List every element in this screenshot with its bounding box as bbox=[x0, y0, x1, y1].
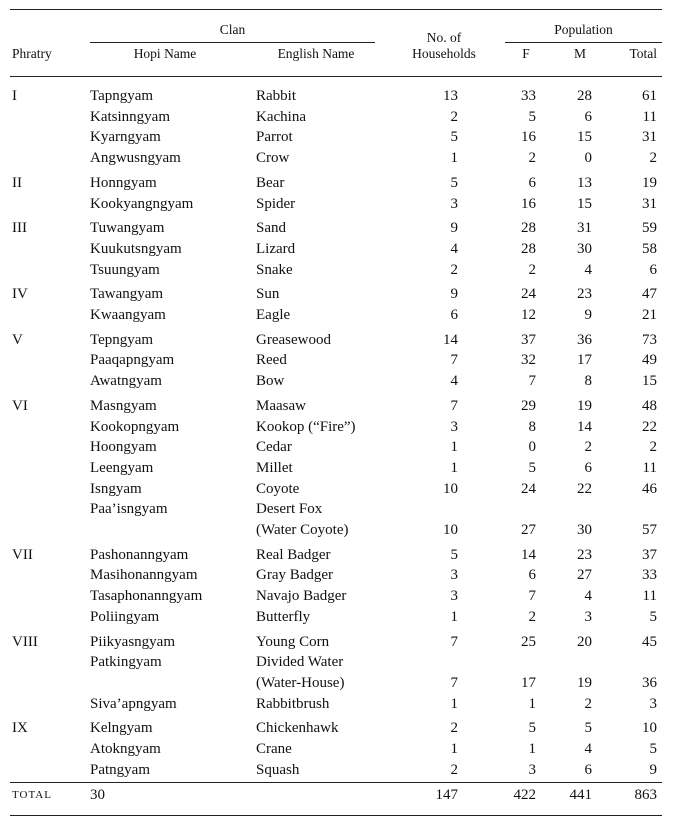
english-name-cell: Bear bbox=[256, 174, 285, 191]
female-cell: 5 bbox=[528, 720, 536, 737]
phratry-cell bbox=[12, 565, 72, 585]
phratry-cell: VI bbox=[12, 397, 28, 414]
hopi-name-cell: Poliingyam bbox=[90, 608, 160, 625]
female-cell: 7 bbox=[528, 373, 536, 390]
header-households-line1: No. of bbox=[426, 30, 462, 45]
total-cell: 73 bbox=[642, 331, 657, 348]
totals-female: 422 bbox=[513, 787, 536, 803]
totals-households: 147 bbox=[435, 787, 458, 803]
hopi-name-cell bbox=[90, 673, 250, 693]
phratry-cell: VII bbox=[12, 546, 33, 563]
phratry-cell bbox=[12, 652, 72, 672]
phratry-cell bbox=[12, 148, 72, 168]
female-cell: 2 bbox=[528, 608, 536, 625]
phratry-cell bbox=[12, 417, 72, 437]
total-cell: 33 bbox=[642, 567, 657, 584]
hopi-name-cell: Kookopngyam bbox=[90, 418, 180, 435]
female-cell: 27 bbox=[521, 522, 536, 538]
female-cell: 17 bbox=[521, 674, 536, 691]
male-cell: 20 bbox=[577, 633, 592, 650]
households-cell: 7 bbox=[450, 674, 458, 691]
clan-underline bbox=[90, 42, 375, 43]
households-cell: 4 bbox=[450, 373, 458, 390]
hopi-name-cell: Atokngyam bbox=[90, 741, 161, 757]
phratry-cell bbox=[12, 607, 72, 627]
households-cell: 2 bbox=[450, 761, 458, 778]
english-name-cell: Kookop (“Fire”) bbox=[256, 418, 356, 435]
totals-clans: 30 bbox=[90, 787, 105, 803]
hopi-name-cell: Tsuungyam bbox=[90, 261, 160, 278]
male-cell: 3 bbox=[584, 608, 592, 625]
english-name-cell: Squash bbox=[256, 761, 300, 778]
hopi-name-cell: Masihonanngyam bbox=[90, 567, 198, 584]
english-name-cell: Butterfly bbox=[256, 608, 311, 625]
total-cell: 45 bbox=[642, 633, 657, 650]
total-cell: 5 bbox=[649, 608, 657, 625]
totals-top-rule bbox=[10, 782, 662, 783]
female-cell: 24 bbox=[521, 480, 536, 497]
english-name-cell: Eagle bbox=[256, 307, 291, 323]
male-cell: 17 bbox=[577, 352, 592, 369]
phratry-cell bbox=[12, 437, 72, 457]
total-cell: 21 bbox=[642, 307, 657, 323]
table-bottom-rule bbox=[10, 815, 662, 816]
phratry-cell: II bbox=[12, 174, 22, 191]
phratry-cell bbox=[12, 305, 72, 325]
female-cell: 25 bbox=[521, 633, 536, 650]
hopi-name-cell: Paaqapngyam bbox=[90, 352, 175, 369]
phratry-cell: III bbox=[12, 220, 27, 237]
english-name-cell: Gray Badger bbox=[256, 567, 334, 584]
totals-label: TOTAL bbox=[12, 789, 52, 801]
hopi-name-cell bbox=[90, 520, 250, 540]
totals-total: 863 bbox=[634, 787, 657, 803]
total-cell: 3 bbox=[649, 695, 657, 712]
households-cell: 4 bbox=[450, 240, 458, 257]
phratry-cell: V bbox=[12, 331, 23, 348]
total-cell: 11 bbox=[642, 588, 657, 605]
total-cell: 59 bbox=[642, 220, 657, 237]
female-cell: 33 bbox=[521, 88, 536, 104]
header-hopi-name: Hopi Name bbox=[133, 46, 197, 61]
male-cell: 31 bbox=[577, 220, 592, 237]
female-cell: 16 bbox=[521, 129, 536, 146]
total-cell: 57 bbox=[642, 522, 657, 538]
households-cell: 6 bbox=[450, 307, 458, 323]
english-name-cell: Snake bbox=[256, 261, 293, 278]
households-cell: 2 bbox=[450, 108, 458, 125]
female-cell: 0 bbox=[528, 439, 536, 456]
total-cell: 47 bbox=[642, 286, 657, 303]
households-cell: 14 bbox=[443, 331, 458, 348]
english-name-cell: Reed bbox=[256, 352, 287, 369]
female-cell: 7 bbox=[528, 588, 536, 605]
english-name-cell: Divided Water bbox=[256, 654, 344, 671]
hopi-name-cell: Leengyam bbox=[90, 459, 154, 476]
hopi-name-cell: Isngyam bbox=[90, 480, 142, 497]
female-cell: 37 bbox=[521, 331, 536, 348]
female-cell: 32 bbox=[521, 352, 536, 369]
households-cell: 3 bbox=[450, 588, 458, 605]
phratry-cell bbox=[12, 239, 72, 259]
male-cell: 8 bbox=[584, 373, 592, 390]
english-name-cell: Millet bbox=[256, 459, 293, 476]
total-cell: 48 bbox=[642, 397, 657, 414]
hopi-name-cell: Masngyam bbox=[90, 397, 157, 414]
english-name-cell: Rabbitbrush bbox=[256, 695, 330, 712]
hopi-name-cell: Kookyangngyam bbox=[90, 195, 194, 212]
english-name-cell: Greasewood bbox=[256, 331, 331, 348]
total-cell: 37 bbox=[642, 546, 657, 563]
header-bottom-rule bbox=[10, 76, 662, 77]
male-cell: 27 bbox=[577, 567, 592, 584]
hopi-name-cell: Tawangyam bbox=[90, 286, 164, 303]
english-name-cell: Chickenhawk bbox=[256, 720, 339, 737]
households-cell: 1 bbox=[450, 608, 458, 625]
households-cell: 2 bbox=[450, 720, 458, 737]
hopi-name-cell: Tapngyam bbox=[90, 88, 154, 104]
female-cell: 1 bbox=[528, 695, 536, 712]
households-cell: 10 bbox=[443, 480, 458, 497]
male-cell: 2 bbox=[584, 695, 592, 712]
households-cell: 3 bbox=[450, 418, 458, 435]
female-cell: 16 bbox=[521, 195, 536, 212]
phratry-cell: VIII bbox=[12, 633, 38, 650]
phratry-cell bbox=[12, 350, 72, 370]
total-cell: 2 bbox=[649, 150, 657, 167]
total-cell: 15 bbox=[642, 373, 657, 390]
english-name-cell: Desert Fox bbox=[256, 501, 323, 518]
hopi-name-cell: Patngyam bbox=[90, 761, 150, 778]
header-clan: Clan bbox=[219, 22, 246, 37]
hopi-name-cell: Angwusngyam bbox=[90, 150, 181, 167]
hopi-name-cell: Piikyasngyam bbox=[90, 633, 175, 650]
english-name-cell: Young Corn bbox=[256, 633, 330, 650]
female-cell: 5 bbox=[528, 108, 536, 125]
header-male: M bbox=[573, 46, 586, 61]
total-cell: 61 bbox=[642, 88, 657, 104]
male-cell: 30 bbox=[577, 522, 592, 538]
total-cell: 49 bbox=[642, 352, 657, 369]
households-cell: 9 bbox=[450, 286, 458, 303]
hopi-name-cell: Awatngyam bbox=[90, 373, 162, 390]
female-cell: 24 bbox=[521, 286, 536, 303]
male-cell: 4 bbox=[584, 261, 592, 278]
male-cell: 4 bbox=[584, 588, 592, 605]
english-name-cell: Sand bbox=[256, 220, 286, 237]
english-name-cell: Spider bbox=[256, 195, 296, 212]
english-name-cell: Sun bbox=[256, 286, 280, 303]
male-cell: 19 bbox=[577, 674, 592, 691]
female-cell: 2 bbox=[528, 261, 536, 278]
male-cell: 15 bbox=[577, 195, 592, 212]
female-cell: 8 bbox=[528, 418, 536, 435]
hopi-name-cell: Patkingyam bbox=[90, 654, 162, 671]
female-cell: 28 bbox=[521, 240, 536, 257]
households-cell: 5 bbox=[450, 546, 458, 563]
male-cell: 0 bbox=[584, 150, 592, 167]
households-cell: 13 bbox=[443, 88, 458, 104]
male-cell: 15 bbox=[577, 129, 592, 146]
households-cell: 1 bbox=[450, 439, 458, 456]
total-cell: 10 bbox=[642, 720, 657, 737]
english-name-cell: (Water Coyote) bbox=[256, 522, 349, 538]
male-cell: 4 bbox=[584, 741, 592, 757]
phratry-cell bbox=[12, 586, 72, 606]
total-cell: 36 bbox=[642, 674, 657, 691]
households-cell: 1 bbox=[450, 741, 458, 757]
phratry-cell bbox=[12, 127, 72, 147]
female-cell: 2 bbox=[528, 150, 536, 167]
households-cell: 1 bbox=[450, 695, 458, 712]
table-top-rule bbox=[10, 9, 662, 10]
households-cell: 5 bbox=[450, 174, 458, 191]
households-cell: 1 bbox=[450, 150, 458, 167]
header-population: Population bbox=[554, 22, 613, 37]
english-name-cell: Bow bbox=[256, 373, 285, 390]
english-name-cell: Coyote bbox=[256, 480, 300, 497]
households-cell: 3 bbox=[450, 195, 458, 212]
header-total: Total bbox=[629, 46, 657, 61]
female-cell: 14 bbox=[521, 546, 536, 563]
hopi-name-cell: Siva’apngyam bbox=[90, 695, 177, 712]
hopi-name-cell: Paa’isngyam bbox=[90, 501, 168, 518]
phratry-cell bbox=[12, 194, 72, 214]
phratry-cell: I bbox=[12, 88, 17, 104]
female-cell: 29 bbox=[521, 397, 536, 414]
phratry-cell: IV bbox=[12, 286, 28, 303]
english-name-cell: Real Badger bbox=[256, 546, 331, 563]
male-cell: 30 bbox=[577, 240, 592, 257]
english-name-cell: Parrot bbox=[256, 129, 293, 146]
english-name-cell: Crane bbox=[256, 741, 292, 757]
phratry-cell bbox=[12, 694, 72, 714]
phratry-cell bbox=[12, 479, 72, 499]
hopi-name-cell: Kelngyam bbox=[90, 720, 153, 737]
english-name-cell: Maasaw bbox=[256, 397, 306, 414]
female-cell: 5 bbox=[528, 459, 536, 476]
total-cell: 58 bbox=[642, 240, 657, 257]
male-cell: 9 bbox=[584, 307, 592, 323]
male-cell: 19 bbox=[577, 397, 592, 414]
english-name-cell: Crow bbox=[256, 150, 290, 167]
male-cell: 13 bbox=[577, 174, 592, 191]
hopi-name-cell: Pashonanngyam bbox=[90, 546, 189, 563]
households-cell: 9 bbox=[450, 220, 458, 237]
total-cell: 9 bbox=[649, 761, 657, 778]
hopi-name-cell: Kyarngyam bbox=[90, 129, 161, 146]
english-name-cell: (Water-House) bbox=[256, 674, 345, 691]
hopi-name-cell: Tasaphonanngyam bbox=[90, 588, 203, 605]
english-name-cell: Lizard bbox=[256, 240, 296, 257]
female-cell: 28 bbox=[521, 220, 536, 237]
households-cell: 10 bbox=[443, 522, 458, 538]
male-cell: 28 bbox=[577, 88, 592, 104]
male-cell: 6 bbox=[584, 459, 592, 476]
male-cell: 6 bbox=[584, 108, 592, 125]
female-cell: 1 bbox=[528, 741, 536, 757]
hopi-name-cell: Katsinngyam bbox=[90, 108, 170, 125]
households-cell: 7 bbox=[450, 352, 458, 369]
total-cell: 11 bbox=[642, 459, 657, 476]
male-cell: 6 bbox=[584, 761, 592, 778]
header-female: F bbox=[522, 46, 530, 61]
phratry-cell bbox=[12, 458, 72, 478]
total-cell: 31 bbox=[642, 129, 657, 146]
phratry-cell: IX bbox=[12, 720, 28, 737]
male-cell: 5 bbox=[584, 720, 592, 737]
population-underline bbox=[505, 42, 662, 43]
hopi-name-cell: Tepngyam bbox=[90, 331, 154, 348]
hopi-name-cell: Kuukutsngyam bbox=[90, 240, 182, 257]
female-cell: 6 bbox=[528, 567, 536, 584]
households-cell: 7 bbox=[450, 397, 458, 414]
totals-male: 441 bbox=[569, 787, 592, 803]
male-cell: 23 bbox=[577, 286, 592, 303]
header-english-name: English Name bbox=[277, 46, 355, 61]
total-cell: 19 bbox=[642, 174, 657, 191]
phratry-cell bbox=[12, 371, 72, 391]
total-cell: 5 bbox=[649, 741, 657, 757]
male-cell: 22 bbox=[577, 480, 592, 497]
households-cell: 2 bbox=[450, 261, 458, 278]
total-cell: 22 bbox=[642, 418, 657, 435]
female-cell: 3 bbox=[528, 761, 536, 778]
female-cell: 12 bbox=[521, 307, 536, 323]
female-cell: 6 bbox=[528, 174, 536, 191]
households-cell: 5 bbox=[450, 129, 458, 146]
english-name-cell: Cedar bbox=[256, 439, 292, 456]
total-cell: 6 bbox=[649, 261, 657, 278]
phratry-cell bbox=[12, 107, 72, 127]
english-name-cell: Navajo Badger bbox=[256, 588, 347, 605]
hopi-name-cell: Honngyam bbox=[90, 174, 157, 191]
male-cell: 36 bbox=[577, 331, 592, 348]
english-name-cell: Rabbit bbox=[256, 88, 296, 104]
male-cell: 14 bbox=[577, 418, 592, 435]
hopi-name-cell: Tuwangyam bbox=[90, 220, 165, 237]
total-cell: 46 bbox=[642, 480, 657, 497]
phratry-cell bbox=[12, 499, 72, 519]
phratry-cell bbox=[12, 260, 72, 280]
households-cell: 3 bbox=[450, 567, 458, 584]
hopi-name-cell: Hoongyam bbox=[90, 439, 157, 456]
phratry-cell bbox=[12, 760, 72, 780]
phratry-cell bbox=[12, 739, 72, 759]
header-phratry: Phratry bbox=[12, 46, 52, 61]
english-name-cell: Kachina bbox=[256, 108, 306, 125]
total-cell: 2 bbox=[649, 439, 657, 456]
households-cell: 7 bbox=[450, 633, 458, 650]
header-households-line2: Households bbox=[412, 46, 476, 61]
total-cell: 31 bbox=[642, 195, 657, 212]
households-cell: 1 bbox=[450, 459, 458, 476]
total-cell: 11 bbox=[642, 108, 657, 125]
male-cell: 23 bbox=[577, 546, 592, 563]
male-cell: 2 bbox=[584, 439, 592, 456]
hopi-name-cell: Kwaangyam bbox=[90, 307, 166, 323]
